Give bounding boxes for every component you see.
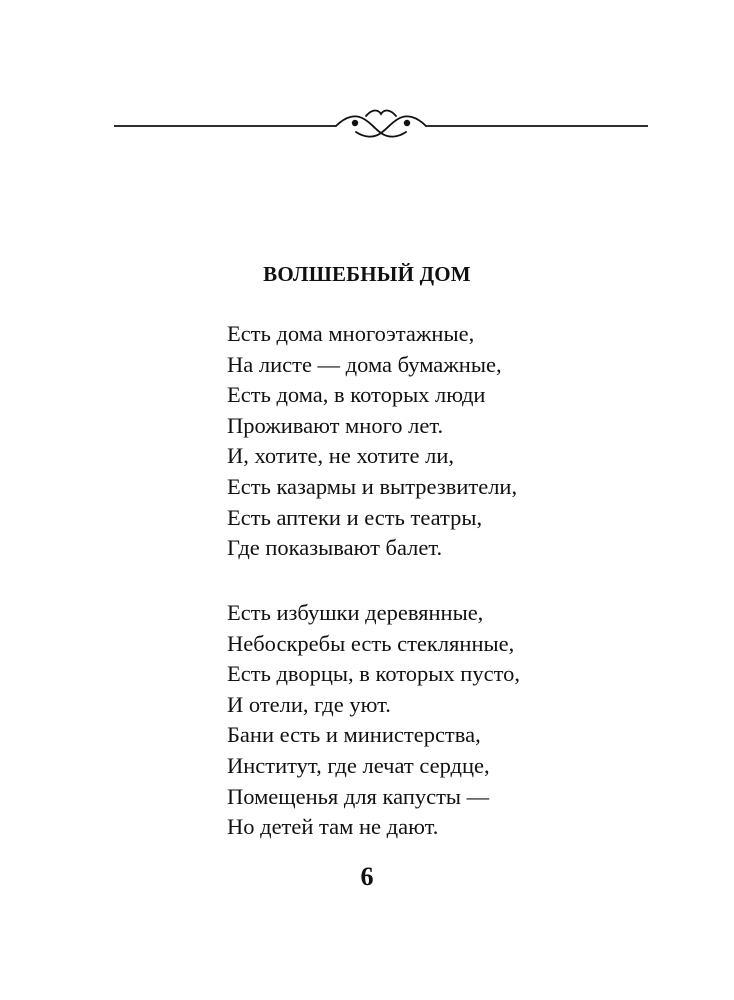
poem-line: Проживают много лет. [227, 412, 444, 438]
poem-line: Есть избушки деревянные, [227, 600, 484, 625]
page-number: 6 [360, 862, 374, 891]
poem-title: ВОЛШЕБНЫЙ ДОМ [263, 262, 471, 286]
poem-line: Есть дворцы, в которых пусто, [227, 661, 520, 687]
poem-line: Есть дома многоэтажные, [227, 321, 475, 346]
poem-line: Где показывают балет. [227, 535, 443, 561]
poem-line: Институт, где лечат сердце, [227, 752, 490, 778]
flourish-icon [336, 110, 426, 136]
poem-line: Бани есть и министерства, [227, 722, 481, 748]
poem-stanza-1 [227, 319, 517, 564]
poem-line: Есть дома, в которых люди [227, 382, 486, 408]
poem-line: И, хотите, не хотите ли, [227, 443, 454, 469]
poem-stanza-2 [227, 598, 520, 843]
poem-line: На листе — дома бумажные, [227, 351, 502, 377]
poem-line: Небоскребы есть стеклянные, [227, 630, 515, 656]
poem-line: Есть аптеки и есть театры, [227, 504, 483, 530]
poem-line: Есть казармы и вытрезвители, [227, 473, 518, 499]
poem-line: Но детей там не дают. [227, 814, 439, 840]
poem-line: Помещенья для капусты — [227, 783, 490, 809]
header-ornament-rule [114, 104, 648, 144]
poem-line: И отели, где уют. [227, 691, 391, 717]
